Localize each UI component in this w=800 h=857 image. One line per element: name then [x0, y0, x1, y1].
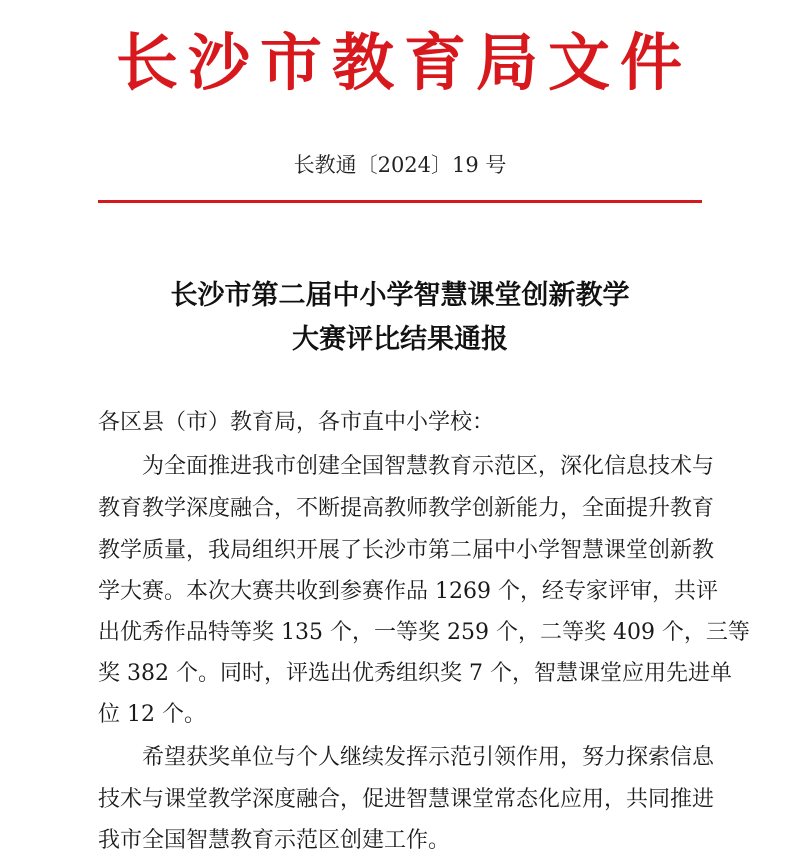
paragraph-1-line: 学大赛。本次大赛共收到参赛作品 1269 个，经专家评审，共评 — [98, 579, 718, 604]
red-divider-line — [98, 200, 702, 203]
document-number: 长教通〔2024〕19 号 — [293, 153, 507, 177]
paragraph-1-line: 教育教学深度融合，不断提高教师教学创新能力，全面提升教育 — [98, 496, 715, 521]
paragraph-2-line: 我市全国智慧教育示范区创建工作。 — [98, 828, 451, 853]
paragraph-1-line: 位 12 个。 — [98, 702, 206, 727]
paragraph-1-line: 出优秀作品特等奖 135 个，一等奖 259 个，二等奖 409 个，三等 — [98, 620, 750, 645]
paragraph-2-line: 希望获奖单位与个人继续发挥示范引领作用，努力探索信息 — [142, 745, 715, 770]
document-title-line-2: 大赛评比结果通报 — [292, 324, 508, 355]
paragraph-1-line: 奖 382 个。同时，评选出优秀组织奖 7 个，智慧课堂应用先进单 — [98, 661, 732, 686]
document-header-title: 长沙市教育局文件 — [115, 26, 692, 99]
paragraph-1-line: 教学质量，我局组织开展了长沙市第二届中小学智慧课堂创新教 — [98, 538, 715, 563]
paragraph-2-line: 技术与课堂教学深度融合，促进智慧课堂常态化应用，共同推进 — [98, 787, 715, 812]
salutation: 各区县（市）教育局，各市直中小学校： — [98, 410, 495, 435]
paragraph-1-line: 为全面推进我市创建全国智慧教育示范区，深化信息技术与 — [142, 454, 715, 479]
document-title-line-1: 长沙市第二届中小学智慧课堂创新教学 — [170, 280, 630, 311]
